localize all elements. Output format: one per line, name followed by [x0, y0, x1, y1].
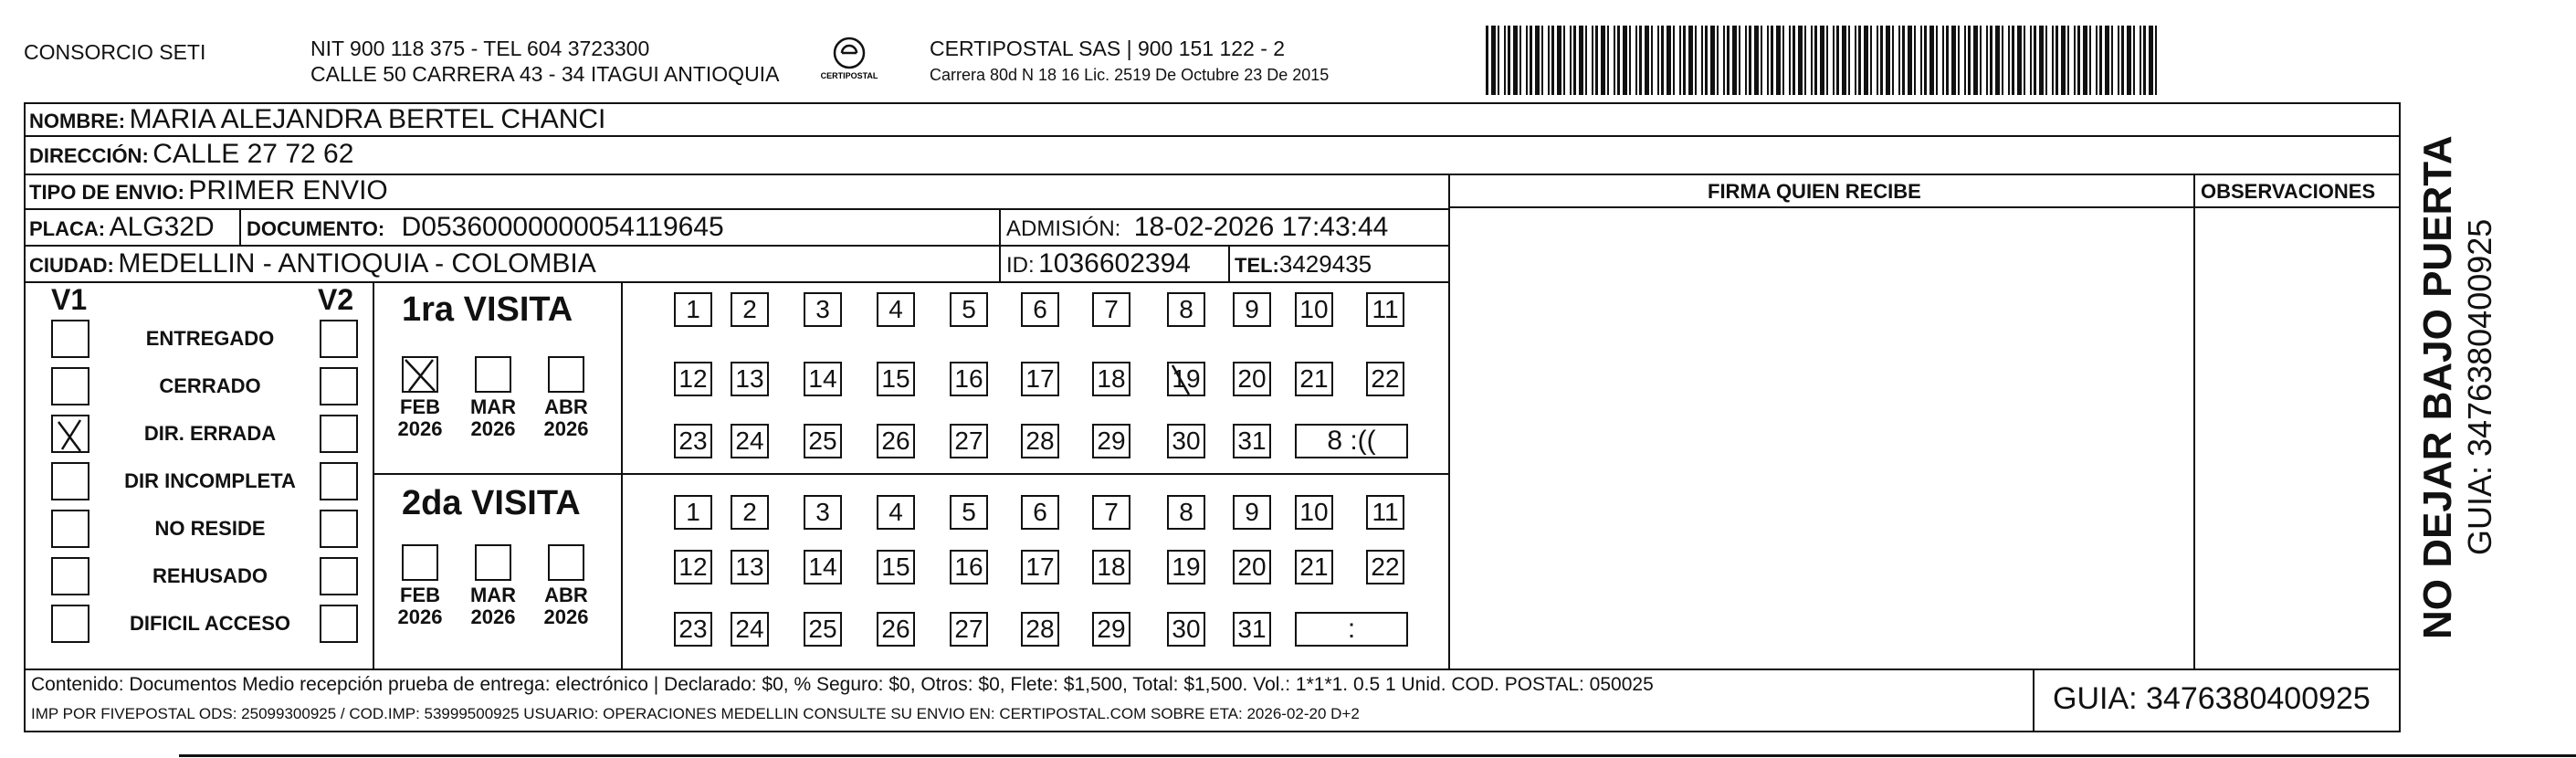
first-day-box[interactable]: 26 — [877, 424, 915, 458]
first-month-label: FEB 2026 — [397, 395, 443, 440]
second-day-box[interactable]: 31 — [1233, 612, 1271, 647]
admision-cell — [1006, 212, 1388, 243]
month-col-divider — [621, 281, 623, 669]
admision-divider — [999, 208, 1001, 281]
first-day-box[interactable]: 29 — [1092, 424, 1130, 458]
second-day-box[interactable]: 19 — [1167, 550, 1205, 584]
v1-checkbox[interactable] — [51, 510, 89, 548]
placa-label: PLACA: — [29, 217, 106, 240]
second-month-label: ABR 2026 — [543, 584, 589, 628]
v2-checkbox[interactable] — [320, 510, 358, 548]
first-day-box[interactable]: 13 — [731, 362, 769, 396]
second-day-box[interactable]: 23 — [674, 612, 712, 647]
first-day-box[interactable]: 21 — [1295, 362, 1333, 396]
second-day-box[interactable]: 14 — [804, 550, 842, 584]
status-col-divider — [373, 281, 374, 669]
ciudad-label: CIUDAD: — [29, 254, 114, 277]
visit-divider — [373, 473, 1450, 475]
row-divider-3 — [24, 208, 1450, 210]
v1-checkbox[interactable] — [51, 557, 89, 595]
v2-checkbox[interactable] — [320, 462, 358, 500]
side-guia: GUIA: 3476380400925 — [2461, 218, 2498, 555]
admision-value: 18-02-2026 17:43:44 — [1133, 212, 1389, 242]
second-day-box[interactable]: 21 — [1295, 550, 1333, 584]
second-day-box[interactable]: 11 — [1366, 495, 1404, 530]
second-day-box[interactable]: 3 — [804, 495, 842, 530]
row-divider-1 — [24, 135, 2401, 137]
first-day-box[interactable]: 25 — [804, 424, 842, 458]
second-day-box[interactable]: 4 — [877, 495, 915, 530]
placa-value: ALG32D — [109, 212, 215, 242]
second-time-box[interactable]: : — [1295, 612, 1408, 647]
second-day-box[interactable]: 8 — [1167, 495, 1205, 530]
footer-divider — [24, 669, 2401, 670]
first-day-box[interactable]: 4 — [877, 292, 915, 327]
v2-label: V2 — [318, 283, 354, 316]
first-day-box[interactable]: 30 — [1167, 424, 1205, 458]
first-day-box[interactable]: 7 — [1092, 292, 1130, 327]
documento-value: D05360000000054119645 — [401, 212, 724, 242]
id-value: 1036602394 — [1038, 248, 1191, 279]
first-day-box[interactable]: 31 — [1233, 424, 1271, 458]
tel-label: TEL: — [1235, 254, 1279, 277]
first-day-box[interactable]: 16 — [950, 362, 988, 396]
second-day-box[interactable]: 5 — [950, 495, 988, 530]
bottom-rule — [179, 754, 2576, 757]
obs-col-left — [2193, 174, 2195, 669]
first-day-box[interactable]: 2 — [731, 292, 769, 327]
barcode — [1486, 26, 2161, 95]
second-month-checkbox[interactable] — [548, 544, 584, 581]
first-day-box[interactable]: 28 — [1021, 424, 1059, 458]
certipostal-line-2: Carrera 80d N 18 16 Lic. 2519 De Octubre 23 De 2015 — [930, 66, 1330, 84]
row-divider-3b — [1450, 206, 2401, 208]
tipo-row — [29, 175, 388, 206]
second-day-box[interactable]: 17 — [1021, 550, 1059, 584]
first-day-box[interactable]: 27 — [950, 424, 988, 458]
status-label: ENTREGADO — [145, 327, 275, 350]
status-label: DIFICIL ACCESO — [129, 612, 290, 635]
first-day-box[interactable]: 11 — [1366, 292, 1404, 327]
first-day-box[interactable]: 24 — [731, 424, 769, 458]
second-day-box[interactable]: 29 — [1092, 612, 1130, 647]
tipo-value: PRIMER ENVIO — [188, 175, 388, 205]
first-day-box[interactable]: 23 — [674, 424, 712, 458]
v1-checkbox-checked[interactable] — [51, 415, 89, 453]
admision-label: ADMISIÓN: — [1006, 216, 1121, 241]
first-month-checkbox[interactable] — [475, 356, 511, 393]
documento-cell — [247, 212, 724, 243]
second-day-box[interactable]: 15 — [877, 550, 915, 584]
second-month-label: FEB 2026 — [397, 584, 443, 628]
first-day-box[interactable]: 17 — [1021, 362, 1059, 396]
first-day-box[interactable]: 20 — [1233, 362, 1271, 396]
ciudad-value: MEDELLIN - ANTIOQUIA - COLOMBIA — [118, 248, 596, 279]
v1-label: V1 — [51, 283, 88, 316]
second-day-box[interactable]: 10 — [1295, 495, 1333, 530]
second-visit-title: 2da VISITA — [402, 484, 581, 522]
v2-checkbox[interactable] — [320, 320, 358, 358]
first-day-box[interactable]: 1 — [674, 292, 712, 327]
second-day-box[interactable]: 18 — [1092, 550, 1130, 584]
first-day-box[interactable]: 3 — [804, 292, 842, 327]
second-day-box[interactable]: 30 — [1167, 612, 1205, 647]
first-day-box[interactable]: 22 — [1366, 362, 1404, 396]
tel-divider — [1228, 245, 1230, 281]
certipostal-line-1: CERTIPOSTAL SAS | 900 151 122 - 2 — [930, 37, 1286, 60]
v1-checkbox[interactable] — [51, 462, 89, 500]
second-day-box[interactable]: 26 — [877, 612, 915, 647]
first-month-checkbox-checked[interactable] — [402, 356, 438, 393]
first-day-box[interactable]: 15 — [877, 362, 915, 396]
tel-value: 3429435 — [1278, 250, 1372, 278]
v1-checkbox[interactable] — [51, 605, 89, 643]
second-day-box[interactable]: 16 — [950, 550, 988, 584]
row-divider-5 — [24, 281, 1450, 283]
second-day-box[interactable]: 12 — [674, 550, 712, 584]
second-day-box[interactable]: 7 — [1092, 495, 1130, 530]
footer-guia: GUIA: 3476380400925 — [2053, 681, 2371, 716]
first-day-box[interactable]: 14 — [804, 362, 842, 396]
firma-col-left — [1448, 174, 1450, 669]
first-month-checkbox[interactable] — [548, 356, 584, 393]
second-month-checkbox[interactable] — [475, 544, 511, 581]
first-day-box[interactable]: 8 — [1167, 292, 1205, 327]
documento-label: DOCUMENTO: — [247, 217, 385, 240]
second-day-box[interactable]: 6 — [1021, 495, 1059, 530]
contenido-text: Contenido: Documentos Medio recepción prueba de entrega: electrónico | Declarado: $0, % Seguro: $0, Otros: $0, Flete: $1,500, Total: $1,500. Vol.: 1*1*1. 0.5 1 Unid. COD. POSTAL: 050025 — [31, 674, 1654, 695]
address-line: CALLE 50 CARRERA 43 - 34 ITAGUI ANTIOQUIA — [310, 62, 780, 86]
second-day-box[interactable]: 2 — [731, 495, 769, 530]
no-dejar-bajo-puerta: NO DEJAR BAJO PUERTA — [2415, 135, 2460, 639]
tel-cell — [1235, 250, 1372, 279]
nombre-label: NOMBRE: — [29, 110, 126, 132]
second-day-box[interactable]: 13 — [731, 550, 769, 584]
id-label: ID: — [1006, 253, 1035, 278]
nombre-row — [29, 104, 605, 135]
placa-divider — [239, 208, 241, 245]
direccion-label: DIRECCIÓN: — [29, 144, 149, 167]
first-day-box[interactable]: 6 — [1021, 292, 1059, 327]
second-month-checkbox[interactable] — [402, 544, 438, 581]
nit-line: NIT 900 118 375 - TEL 604 3723300 — [310, 37, 650, 60]
status-label: CERRADO — [159, 374, 261, 397]
v2-checkbox[interactable] — [320, 415, 358, 453]
first-day-box-marked[interactable]: 19 — [1167, 362, 1205, 396]
status-label: DIR. ERRADA — [143, 422, 277, 445]
tipo-label: TIPO DE ENVIO: — [29, 181, 184, 204]
first-month-label: MAR 2026 — [469, 395, 517, 440]
second-day-box[interactable]: 20 — [1233, 550, 1271, 584]
second-day-box[interactable]: 25 — [804, 612, 842, 647]
v1-checkbox[interactable] — [51, 367, 89, 405]
company-name: CONSORCIO SETI — [24, 40, 206, 64]
certipostal-logo — [808, 35, 890, 89]
v2-checkbox[interactable] — [320, 605, 358, 643]
second-day-box[interactable]: 22 — [1366, 550, 1404, 584]
first-day-box[interactable]: 9 — [1233, 292, 1271, 327]
row-divider-4 — [24, 245, 1450, 247]
placa-cell — [29, 212, 215, 243]
id-cell — [1006, 248, 1191, 279]
status-label: REHUSADO — [152, 564, 268, 587]
second-day-box[interactable]: 27 — [950, 612, 988, 647]
v1-checkbox[interactable] — [51, 320, 89, 358]
status-label: NO RESIDE — [154, 517, 266, 540]
first-visit-title: 1ra VISITA — [402, 290, 573, 329]
observaciones-header: OBSERVACIONES — [2201, 180, 2376, 203]
first-day-box[interactable]: 18 — [1092, 362, 1130, 396]
first-day-box[interactable]: 10 — [1295, 292, 1333, 327]
status-label: DIR INCOMPLETA — [124, 469, 296, 492]
second-day-box[interactable]: 9 — [1233, 495, 1271, 530]
ciudad-cell — [29, 248, 596, 279]
first-day-box[interactable]: 5 — [950, 292, 988, 327]
second-day-box[interactable]: 28 — [1021, 612, 1059, 647]
direccion-value: CALLE 27 72 62 — [152, 139, 354, 169]
v2-checkbox[interactable] — [320, 557, 358, 595]
first-time-box[interactable]: 8 :(( — [1295, 424, 1408, 458]
imp-text: IMP POR FIVEPOSTAL ODS: 25099300925 / COD.IMP: 53999500925 USUARIO: OPERACIONES MEDELLIN CONSULTE SU ENVIO EN: CERTIPOSTAL.COM SOBRE ETA: 2026-02-20 D+2 — [31, 705, 1360, 722]
nombre-value: MARIA ALEJANDRA BERTEL CHANCI — [129, 104, 606, 134]
direccion-row — [29, 139, 353, 170]
second-day-box[interactable]: 1 — [674, 495, 712, 530]
svg-text:CERTIPOSTAL: CERTIPOSTAL — [820, 71, 878, 80]
v2-checkbox[interactable] — [320, 367, 358, 405]
first-month-label: ABR 2026 — [543, 395, 589, 440]
second-day-box[interactable]: 24 — [731, 612, 769, 647]
second-month-label: MAR 2026 — [469, 584, 517, 628]
first-day-box[interactable]: 12 — [674, 362, 712, 396]
firma-header: FIRMA QUIEN RECIBE — [1708, 180, 1921, 203]
guia-box-left — [2033, 669, 2035, 732]
